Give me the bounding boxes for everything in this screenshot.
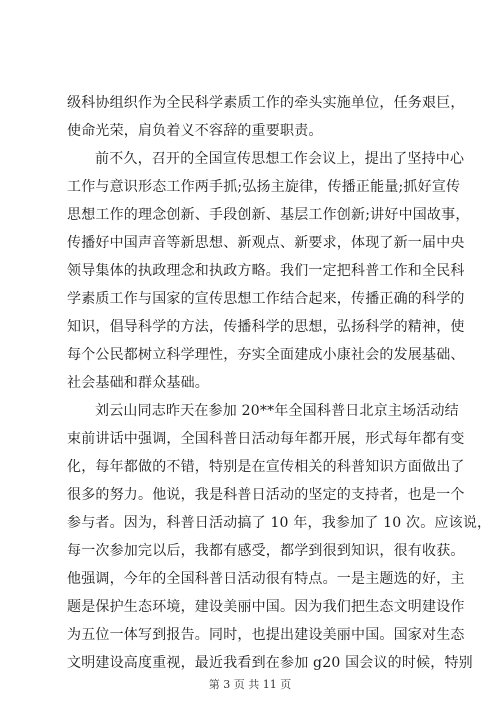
paragraph-3-line-7: 他强调，今年的全国科普日活动很有特点。一是主题选的好，主 (67, 571, 465, 587)
paragraph-2-line-1: 前不久，召开的全国宣传思想工作会议上，提出了坚持中心 (95, 151, 465, 167)
paragraph-2-line-7: 知识，倡导科学的方法，传播科学的思想，弘扬科学的精神，使 (67, 319, 465, 335)
paragraph-3-line-3: 化，每年都做的不错，特别是在宣传相关的科普知识方面做出了 (67, 459, 465, 475)
page-number-footer: 第 3 页 共 11 页 (208, 678, 292, 691)
paragraph-2-line-3: 思想工作的理念创新、手段创新、基层工作创新;讲好中国故事， (67, 207, 470, 223)
paragraph-3-line-9: 为五位一体写到报告。同时，也提出建设美丽中国。国家对生态 (67, 627, 465, 643)
paragraph-1-line-2: 使命光荣，肩负着义不容辞的重要职责。 (67, 123, 323, 139)
paragraph-2-line-5: 领导集体的执政理念和执政方略。我们一定把科普工作和全民科 (67, 263, 465, 279)
paragraph-2-line-2: 工作与意识形态工作两手抓;弘扬主旋律，传播正能量;抓好宣传 (67, 179, 461, 195)
paragraph-3-line-8: 题是保护生态环境，建设美丽中国。因为我们把生态文明建设作 (67, 599, 465, 615)
paragraph-3-line-5: 参与者。因为，科普日活动搞了 10 年，我参加了 10 次。应该说， (67, 515, 492, 531)
paragraph-3-line-4: 很多的努力。他说，我是科普日活动的坚定的支持者，也是一个 (67, 487, 465, 503)
paragraph-2-line-8: 每个公民都树立科学理性，夯实全面建成小康社会的发展基础、 (67, 347, 465, 363)
paragraph-2-line-4: 传播好中国声音等新思想、新观点、新要求，体现了新一届中央 (67, 235, 465, 251)
paragraph-2-line-9: 社会基础和群众基础。 (67, 375, 209, 391)
paragraph-3-line-10: 文明建设高度重视，最近我看到在参加 g20 国会议的时候，特别 (67, 655, 473, 671)
paragraph-3-line-2: 束前讲话中强调，全国科普日活动每年都开展，形式每年都有变 (67, 431, 465, 447)
paragraph-3-line-1: 刘云山同志昨天在参加 20**年全国科普日北京主场活动结 (95, 403, 459, 419)
paragraph-1-line-1: 级科协组织作为全民科学素质工作的牵头实施单位，任务艰巨， (67, 95, 465, 111)
paragraph-2-line-6: 学素质工作与国家的宣传思想工作结合起来，传播正确的科学的 (67, 291, 465, 307)
paragraph-3-line-6: 每一次参加完以后，我都有感受，都学到很到知识，很有收获。 (67, 543, 465, 559)
